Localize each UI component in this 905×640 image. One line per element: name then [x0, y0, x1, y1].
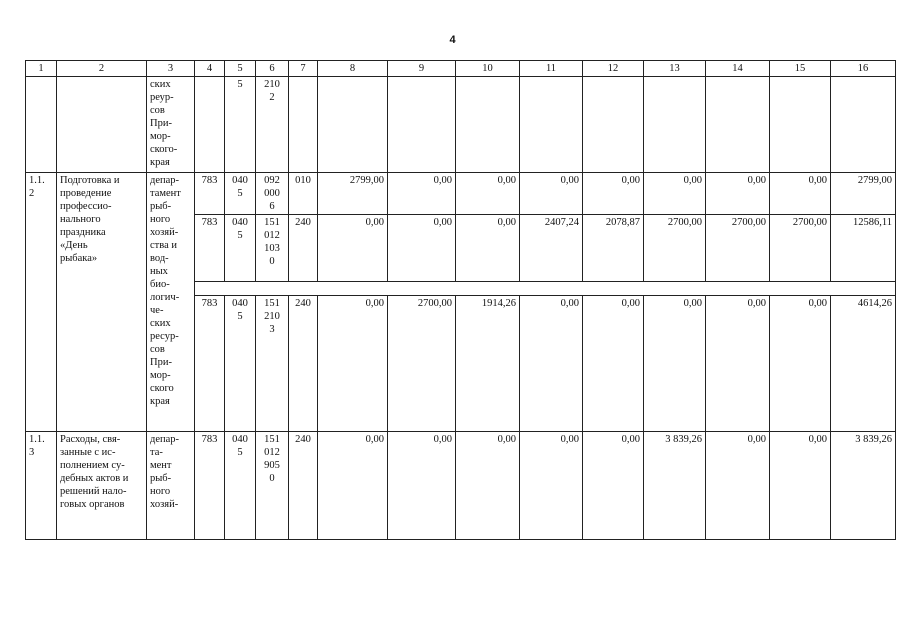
- value-cell: 0,00: [520, 296, 583, 432]
- value-cell: 2700,00: [770, 215, 831, 282]
- cell: [289, 77, 318, 173]
- budget-table: [25, 60, 896, 540]
- cell: [388, 77, 456, 173]
- value-cell: 0,00: [644, 296, 706, 432]
- value-cell: 0,00: [706, 173, 770, 215]
- value-cell: 0,00: [770, 432, 831, 540]
- value-cell: 0,00: [770, 296, 831, 432]
- value-cell: 0,00: [456, 173, 520, 215]
- item-number: 1.1. 2: [26, 173, 57, 432]
- value-cell: 0,00: [583, 296, 644, 432]
- value-cell: 0,00: [644, 173, 706, 215]
- column-header: 16: [831, 61, 896, 77]
- cell: [583, 77, 644, 173]
- value-cell: 2078,87: [583, 215, 644, 282]
- cell: [57, 77, 147, 173]
- value-cell: 0,00: [318, 432, 388, 540]
- value-cell: 0,00: [706, 296, 770, 432]
- ministry-code: 783: [195, 215, 225, 282]
- column-header: 12: [583, 61, 644, 77]
- column-header: 13: [644, 61, 706, 77]
- value-cell: 2799,00: [318, 173, 388, 215]
- expense-type: 010: [289, 173, 318, 215]
- cell: [456, 77, 520, 173]
- value-cell: 4614,26: [831, 296, 896, 432]
- value-cell: 2700,00: [388, 296, 456, 432]
- item-number: 1.1. 3: [26, 432, 57, 540]
- table-row: [26, 77, 896, 173]
- column-header: 14: [706, 61, 770, 77]
- column-header: 11: [520, 61, 583, 77]
- cell: [770, 77, 831, 173]
- cell: [706, 77, 770, 173]
- cell: [520, 77, 583, 173]
- column-header: 8: [318, 61, 388, 77]
- value-cell: 3 839,26: [831, 432, 896, 540]
- column-header: 3: [147, 61, 195, 77]
- expense-type: 240: [289, 215, 318, 282]
- value-cell: 0,00: [706, 432, 770, 540]
- column-header: 4: [195, 61, 225, 77]
- column-header: 7: [289, 61, 318, 77]
- target-code: 151 012 905 0: [256, 432, 289, 540]
- value-cell: 0,00: [318, 215, 388, 282]
- value-cell: 0,00: [520, 432, 583, 540]
- section-cell: 5: [225, 77, 256, 173]
- cell: [644, 77, 706, 173]
- agency-cell: депар- та- мент рыб- ного хозяй-: [147, 432, 195, 540]
- cell: [26, 77, 57, 173]
- target-code: 151 210 3: [256, 296, 289, 432]
- value-cell: 0,00: [520, 173, 583, 215]
- cell: [318, 77, 388, 173]
- agency-cell: ских реур- сов При- мор- ского- края: [147, 77, 195, 173]
- column-header: 15: [770, 61, 831, 77]
- section-code: 040 5: [225, 432, 256, 540]
- page-number: 4: [449, 34, 456, 46]
- cell: [195, 282, 896, 296]
- value-cell: 2700,00: [706, 215, 770, 282]
- target-code: 092 000 6: [256, 173, 289, 215]
- value-cell: 0,00: [388, 432, 456, 540]
- column-header: 5: [225, 61, 256, 77]
- section-code: 040 5: [225, 296, 256, 432]
- item-name: Подготовка и проведение профессио- нального праздника «День рыбака»: [57, 173, 147, 432]
- value-cell: 0,00: [583, 173, 644, 215]
- table-row: [26, 173, 896, 215]
- value-cell: 0,00: [583, 432, 644, 540]
- expense-type: 240: [289, 296, 318, 432]
- value-cell: 2407,24: [520, 215, 583, 282]
- value-cell: 0,00: [456, 215, 520, 282]
- target-code: 151 012 103 0: [256, 215, 289, 282]
- value-cell: 0,00: [770, 173, 831, 215]
- section-code: 040 5: [225, 173, 256, 215]
- cell: [831, 77, 896, 173]
- target-cell: 210 2: [256, 77, 289, 173]
- value-cell: 3 839,26: [644, 432, 706, 540]
- value-cell: 2700,00: [644, 215, 706, 282]
- ministry-code: 783: [195, 173, 225, 215]
- agency-cell: депар- тамент рыб- ного хозяй- ства и вод- ных био- логич- че- ских ресур- сов При- мор- ского края: [147, 173, 195, 432]
- value-cell: 0,00: [388, 173, 456, 215]
- ministry-code: 783: [195, 296, 225, 432]
- cell: [195, 77, 225, 173]
- ministry-code: 783: [195, 432, 225, 540]
- value-cell: 1914,26: [456, 296, 520, 432]
- table-row: [26, 432, 896, 540]
- value-cell: 2799,00: [831, 173, 896, 215]
- value-cell: 0,00: [318, 296, 388, 432]
- column-header: 1: [26, 61, 57, 77]
- header-row: [26, 61, 896, 77]
- value-cell: 0,00: [388, 215, 456, 282]
- value-cell: 0,00: [456, 432, 520, 540]
- value-cell: 12586,11: [831, 215, 896, 282]
- column-header: 9: [388, 61, 456, 77]
- item-name: Расходы, свя- занные с ис- полнением су- дебных актов и решений нало- говых органов: [57, 432, 147, 540]
- section-code: 040 5: [225, 215, 256, 282]
- expense-type: 240: [289, 432, 318, 540]
- column-header: 6: [256, 61, 289, 77]
- column-header: 2: [57, 61, 147, 77]
- column-header: 10: [456, 61, 520, 77]
